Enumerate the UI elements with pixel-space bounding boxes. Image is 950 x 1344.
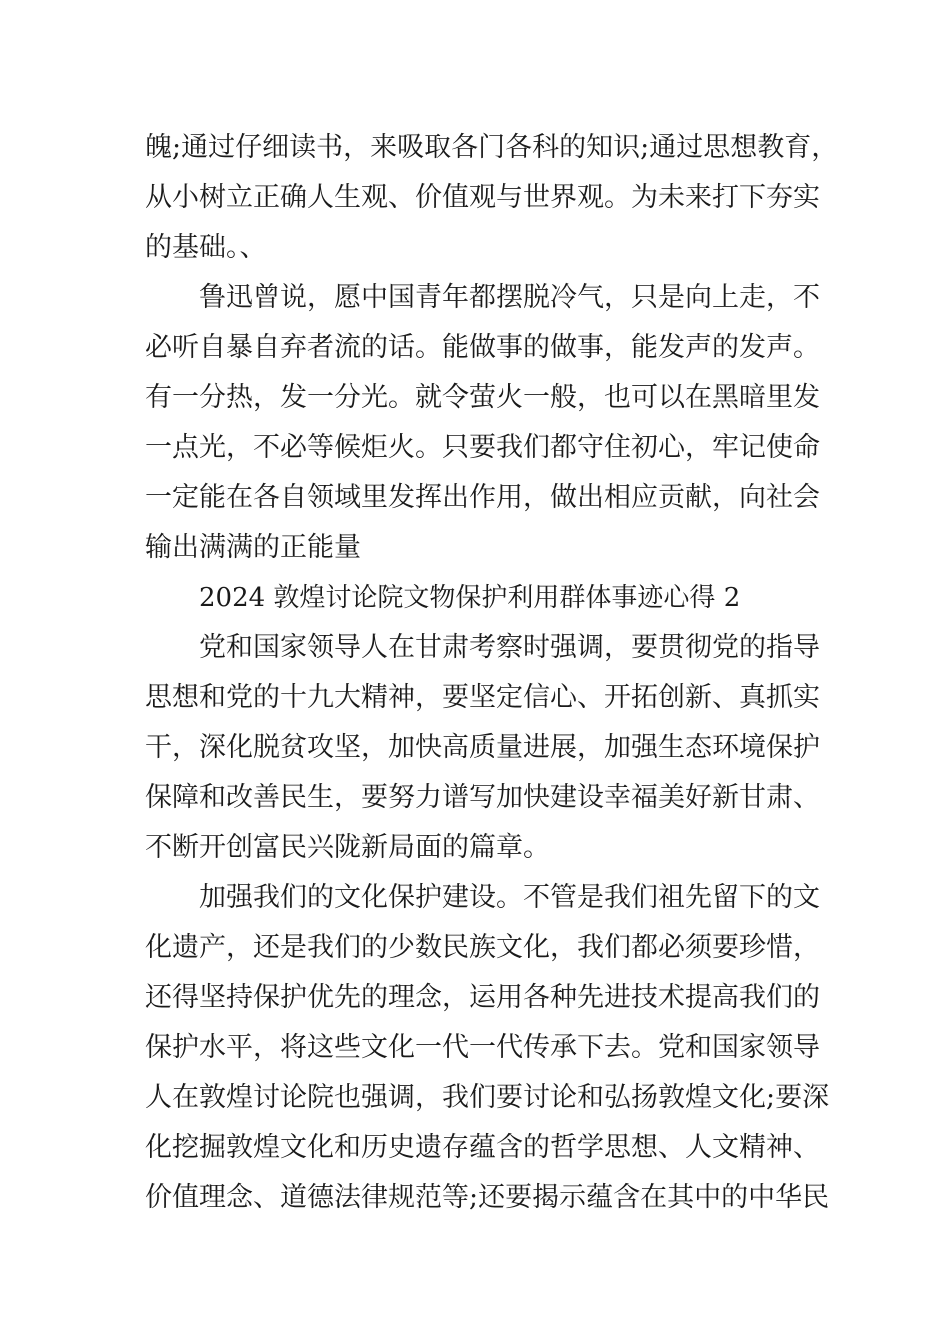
text-line: 不断开创富民兴陇新局面的篇章。 bbox=[145, 832, 550, 863]
text-line: 化遗产，还是我们的少数民族文化，我们都必须要珍惜， bbox=[145, 932, 820, 963]
text-line: 人在敦煌讨论院也强调，我们要讨论和弘扬敦煌文化;要深 bbox=[145, 1082, 830, 1113]
text-line: 从小树立正确人生观、价值观与世界观。为未来打下夯实 bbox=[145, 182, 820, 213]
text-line: 鲁迅曾说，愿中国青年都摆脱冷气，只是向上走，不 bbox=[199, 282, 820, 313]
section-heading bbox=[145, 573, 813, 623]
text-line: 有一分热，发一分光。就令萤火一般，也可以在黑暗里发 bbox=[145, 382, 820, 413]
text-line: 价值理念、道德法律规范等;还要揭示蕴含在其中的中华民 bbox=[145, 1182, 830, 1213]
text-line: 的基础。、 bbox=[145, 232, 267, 263]
text-line: 一点光，不必等候炬火。只要我们都守住初心，牢记使命 bbox=[145, 432, 820, 463]
text-line: 一定能在各自领域里发挥出作用，做出相应贡献，向社会 bbox=[145, 482, 820, 513]
text-line: 化挖掘敦煌文化和历史遗存蕴含的哲学思想、人文精神、 bbox=[145, 1132, 820, 1163]
text-line: 思想和党的十九大精神，要坚定信心、开拓创新、真抓实 bbox=[145, 682, 820, 713]
paragraph-intro-continuation bbox=[145, 123, 839, 273]
text-line: 保护水平，将这些文化一代一代传承下去。党和国家领导 bbox=[145, 1032, 820, 1063]
text-line: 魄;通过仔细读书，来吸取各门各科的知识;通过思想教育， bbox=[145, 132, 839, 163]
document-body bbox=[145, 123, 839, 1223]
text-line: 必听自暴自弃者流的话。能做事的做事，能发声的发声。 bbox=[145, 332, 820, 363]
section-title: 2024 敦煌讨论院文物保护利用群体事迹心得 2 bbox=[199, 583, 741, 613]
paragraph-cultural-protection bbox=[145, 873, 830, 1223]
paragraph-gansu-inspection bbox=[145, 623, 820, 873]
text-line: 党和国家领导人在甘肃考察时强调，要贯彻党的指导 bbox=[199, 632, 820, 663]
text-line: 干，深化脱贫攻坚，加快高质量进展，加强生态环境保护 bbox=[145, 732, 820, 763]
paragraph-luxun-quote bbox=[145, 273, 820, 573]
text-line: 还得坚持保护优先的理念，运用各种先进技术提高我们的 bbox=[145, 982, 820, 1013]
text-line: 输出满满的正能量 bbox=[145, 532, 361, 563]
text-line: 加强我们的文化保护建设。不管是我们祖先留下的文 bbox=[199, 882, 820, 913]
text-line: 保障和改善民生，要努力谱写加快建设幸福美好新甘肃、 bbox=[145, 782, 820, 813]
